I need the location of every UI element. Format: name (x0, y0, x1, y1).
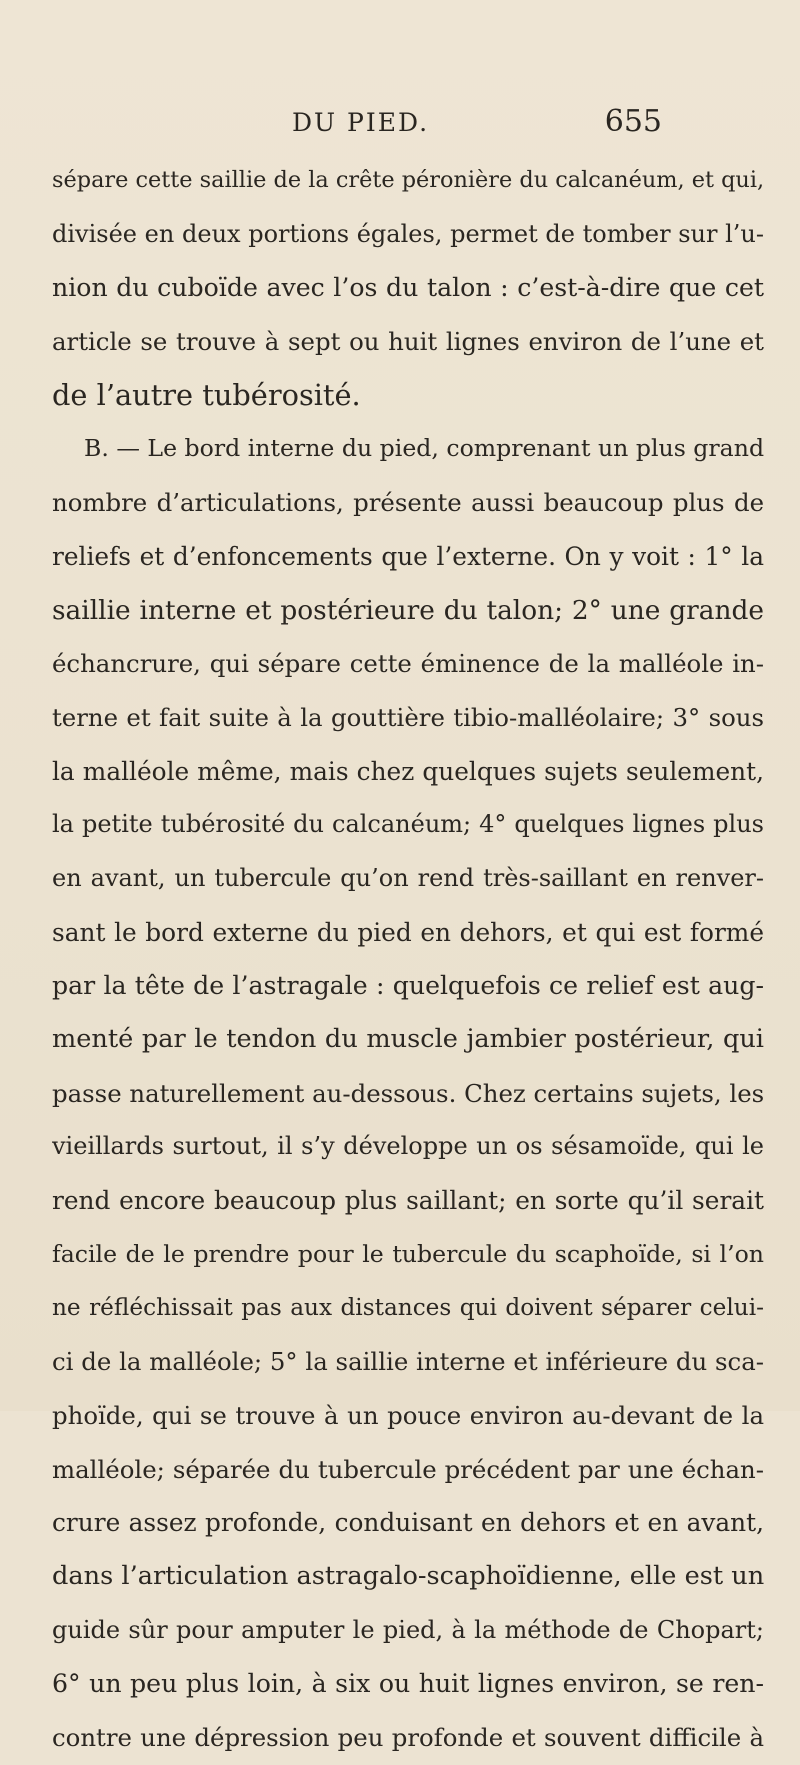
text-line: crure assez profonde, conduisant en dehors et en avant, (52, 1508, 764, 1538)
text-line: par la tête de l’astragale : quelquefois ce relief est aug- (52, 971, 764, 1001)
body-text (52, 154, 764, 1765)
paragraph-start-line: B. — Le bord interne du pied, comprenant un plus grand (84, 434, 764, 463)
text-line: reliefs et d’enfoncements que l’externe. On y voit : 1° la (52, 541, 764, 571)
text-line: sépare cette saillie de la crête péronière du calcanéum, et qui, (52, 167, 764, 193)
text-line: 6° un peu plus loin, à six ou huit lignes environ, se ren- (52, 1669, 764, 1699)
text-line: de l’autre tubérosité. (52, 377, 361, 412)
text-line: facile de le prendre pour le tubercule du scaphoïde, si l’on (52, 1239, 764, 1268)
text-line: la petite tubérosité du calcanéum; 4° quelques lignes plus (52, 810, 764, 839)
text-line: guide sûr pour amputer le pied, à la méthode de Chopart; (52, 1615, 764, 1644)
page-header (292, 104, 662, 148)
text-line: échancrure, qui sépare cette éminence de la malléole in- (52, 649, 764, 679)
text-line: passe naturellement au-dessous. Chez certains sujets, les (52, 1078, 764, 1108)
text-line: sant le bord externe du pied en dehors, et qui est formé (52, 917, 764, 947)
text-line: phoïde, qui se trouve à un pouce environ au-devant de la (52, 1400, 764, 1430)
text-line: rend encore beaucoup plus saillant; en sorte qu’il serait (52, 1186, 764, 1216)
text-line: en avant, un tubercule qu’on rend très-saillant en renver- (52, 863, 764, 892)
text-line: terne et fait suite à la gouttière tibio-malléolaire; 3° sous (52, 702, 764, 732)
text-line: nombre d’articulations, présente aussi beaucoup plus de (52, 488, 764, 518)
text-line: ci de la malléole; 5° la saillie interne et inférieure du sca- (52, 1347, 764, 1377)
text-line: ne réfléchissait pas aux distances qui doivent séparer celui- (52, 1294, 764, 1322)
text-line: menté par le tendon du muscle jambier postérieur, qui (52, 1024, 764, 1054)
text-line: divisée en deux portions égales, permet de tomber sur l’u- (52, 219, 764, 248)
running-head: DU PIED. (292, 108, 430, 137)
text-line: vieillards surtout, il s’y développe un os sésamoïde, qui le (52, 1132, 764, 1161)
text-line: dans l’articulation astragalo-scaphoïdienne, elle est un (52, 1560, 764, 1591)
text-line: saillie interne et postérieure du talon; 2° une grande (52, 594, 764, 626)
text-line: la malléole même, mais chez quelques sujets seulement, (52, 756, 764, 786)
text-line: nion du cuboïde avec l’os du talon : c’est-à-dire que cet (52, 273, 764, 303)
text-line: contre une dépression peu profonde et souvent difficile à (52, 1722, 764, 1752)
text-line: malléole; séparée du tubercule précédent par une échan- (52, 1454, 764, 1484)
page-number: 655 (604, 104, 662, 139)
text-line: article se trouve à sept ou huit lignes environ de l’une et (52, 327, 764, 357)
